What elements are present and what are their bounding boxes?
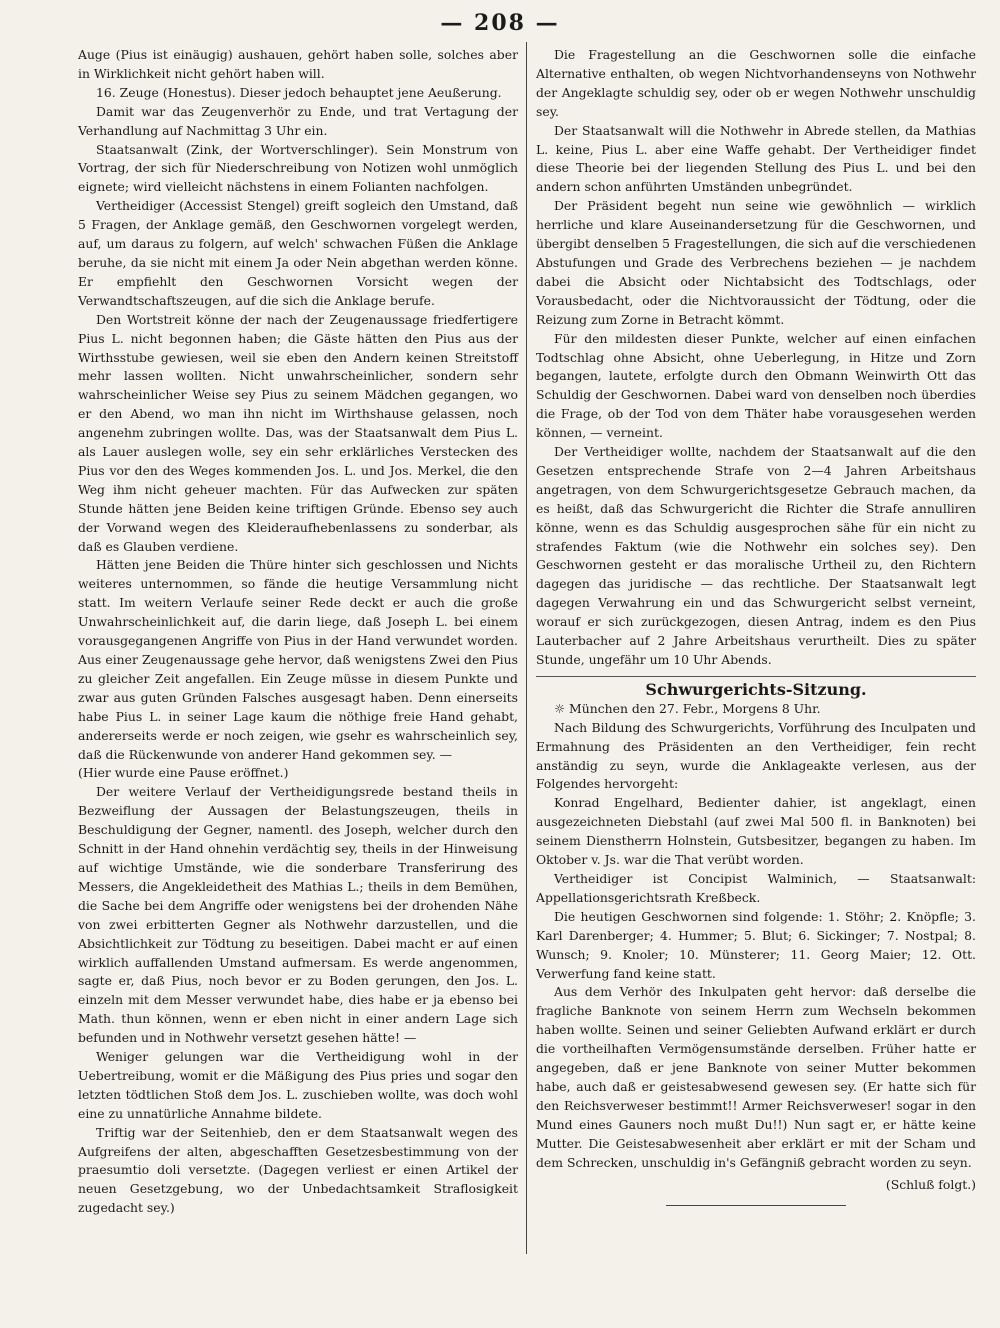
page-number: — 208 —	[440, 10, 560, 36]
paragraph: Triftig war der Seitenhieb, den er dem Staatsanwalt wegen des Aufgreifens der alten, abgeschafften Gesetzesbestimmung von der praesumtio doli versetzte. (Dagegen verliest er einen Artikel der neuen Gesetzgebung, wo der Unbedachtsamkeit Straflosigkeit zugedacht sey.)	[78, 1124, 518, 1216]
paragraph: 16. Zeuge (Honestus). Dieser jedoch behauptet jene Aeußerung.	[96, 84, 502, 100]
section-title: Schwurgerichts-Sitzung.	[645, 679, 867, 699]
paragraph: Hätten jene Beiden die Thüre hinter sich geschlossen und Nichts weiteres unternommen, so fände die heutige Versammlung nicht statt. Im weitern Verlaufe seiner Rede deckt er auch die große Unwahrscheinlichkeit auf, die darin liege, daß Joseph L. bei einem vorausgegangenen Angriffe von Pius in der Hand verwundet worden. Aus einer Zeugenaussage gehe hervor, daß wenigstens Zwei den Pius zu gleicher Zeit angefallen. Ein Zeuge müsse in diesem Punkte und zwar aus guten Gründen Falsches ausgesagt haben. Denn einerseits habe Pius L. in seiner Lage kaum die nöthige freie Hand gehabt, andererseits werde er noch zeigen, wie gsehr es wahrscheinlich sey, daß die Rückenwunde von anderer Hand gekommen sey. —	[78, 557, 518, 762]
end-rule	[666, 1205, 846, 1206]
paragraph: Vertheidiger ist Concipist Walminich, — Staatsanwalt: Appellationsgerichtsrath Kreßbeck.	[536, 870, 976, 905]
paragraph: Die Fragestellung an die Geschwornen solle die einfache Alternative enthalten, ob wegen Nichtvorhandenseyns von Nothwehr der Angeklagte schuldig sey, oder ob er wegen Nothwehr unschuldig sey.	[536, 47, 976, 119]
paragraph: Der Präsident begeht nun seine wie gewöhnlich — wirklich herrliche und klare Auseinandersetzung für die Geschwornen, und übergibt denselben 5 Fragestellungen, die sich auf die verschiedenen Abstufungen und Grade des Verbrechens beziehen — je nachdem dabei die Absicht oder Nichtabsicht des Todtschlags, oder Vorausbedacht, oder die Nichtvoraussicht der Tödtung, oder die Reizung zum Zorne in Betracht kömmt.	[536, 198, 976, 327]
right-column	[536, 46, 976, 1206]
paragraph: Konrad Engelhard, Bedienter dahier, ist angeklagt, einen ausgezeichneten Diebstahl (auf zwei Mal 500 fl. in Banknoten) bei seinem Dienstherrn Holnstein, Gutsbesitzer, begangen zu haben. Im Oktober v. Js. war die That verübt worden.	[536, 795, 976, 868]
paragraph: Aus dem Verhör des Inkulpaten geht hervor: daß derselbe die fragliche Banknote von seinem Herrn zum Wechseln bekommen haben wollte. Seinen und seiner Geliebten Aufwand erklärt er durch die vortheilhaften Vermögensumstände derselben. Früher hatte er angegeben, daß er jene Banknote von seiner Mutter bekommen habe, auch daß er geistesabwesend gewesen sey. (Er hatte sich für den Reichsverweser bestimmt!! Armer Reichsverweser! sogar in den Mund eines Gauners noch mußt Du!!) Nun sagt er, er hätte keine Mutter. Die Geistesabwesenheit aber erklärt er mit der Scham und dem Schrecken, unschuldig in's Gefängniß gebracht worden zu seyn.	[536, 984, 976, 1170]
paragraph: Nach Bildung des Schwurgerichts, Vorführung des Inculpaten und Ermahnung des Präsidenten an den Vertheidiger, fein recht anständig zu seyn, wurde die Anklageakte verlesen, aus der Folgendes hervorgeht:	[536, 719, 976, 792]
paragraph: Für den mildesten dieser Punkte, welcher auf einen einfachen Todtschlag ohne Absicht, ohne Ueberlegung, in Hitze und Zorn begangen, lautete, erfolgte durch den Obmann Weinwirth Ott das Schuldig der Geschwornen. Dabei ward von denselben noch überdies die Frage, ob der Tod von dem Thäter habe vorausgesehen werden können, — verneint.	[536, 330, 976, 441]
paragraph: Die heutigen Geschwornen sind folgende: 1. Stöhr; 2. Knöpfle; 3. Karl Darenberger; 4. Hummer; 5. Blut; 6. Sickinger; 7. Nostpal; 8. Wunsch; 9. Knoler; 10. Münsterer; 11. Georg Maier; 12. Ott. Verwerfung fand keine statt.	[536, 908, 976, 981]
paragraph: (Hier wurde eine Pause eröffnet.)	[78, 765, 289, 781]
continued-note: (Schluß folgt.)	[885, 1177, 976, 1193]
paragraph: Der weitere Verlauf der Vertheidigungsrede bestand theils in Bezweiflung der Aussagen der Belastungszeugen, theils in Beschuldigung der Gegner, namentl. des Joseph, welcher durch den Schnitt in der Hand ohnehin verdächtig sey, theils in der Hinweisung auf wichtige Umstände, wie die sonderbare Transferirung des Messers, die Angekleidetheit des Mathias L.; theils in dem Bemühen, die Sache bei dem Angriffe oder wenigstens bei der drohenden Nähe von zwei erbitterten Gegner als Nothwehr darzustellen, und die Absichtlichkeit zur Tödtung zu beseitigen. Dabei macht er auf einen wirklich auffallenden Umstand aufmersam. Es werde angenommen, sagte er, daß Pius, noch bevor er zu Boden gerungen, den Jos. L. einzeln mit dem Messer verwundet habe, dies habe er ja ebenso bei Math. thun können, wenn er eben nicht in einer andern Lage sich befunden und in Nothwehr versetzt gesehen hätte! —	[78, 784, 518, 1046]
paragraph: Vertheidiger (Accessist Stengel) greift sogleich den Umstand, daß 5 Fragen, der Anklage gemäß, den Geschwornen vorgelegt werden, auf, um daraus zu folgern, auf welch' schwachen Füßen die Anklage beruhe, da sie nicht mit einem Ja oder Nein abgethan werden könne. Er empfiehlt den Geschwornen Vorsicht wegen der Verwandtschaftszeugen, auf die sich die Anklage berufe.	[78, 198, 518, 308]
paragraph: Der Staatsanwalt will die Nothwehr in Abrede stellen, da Mathias L. keine, Pius L. aber eine Waffe gehabt. Der Vertheidiger findet diese Theorie bei der liegenden Stellung des Pius L. und bei den andern schon anführten Umständen unbegründet.	[536, 122, 976, 195]
paragraph: ☼ München den 27. Febr., Morgens 8 Uhr.	[554, 700, 821, 716]
paragraph: Weniger gelungen war die Vertheidigung wohl in der Uebertreibung, womit er die Mäßigung des Pius pries und sogar den letzten tödtlichen Stoß dem Jos. L. zuschieben wollte, was doch wohl eine zu unnatürliche Annahme bildete.	[78, 1049, 518, 1121]
paragraph: Damit war das Zeugenverhör zu Ende, und trat Vertagung der Verhandlung auf Nachmittag 3 Uhr ein.	[78, 103, 518, 138]
section-separator	[536, 676, 976, 677]
paragraph: Staatsanwalt (Zink, der Wortverschlinger). Sein Monstrum von Vortrag, der sich für Niederschreibung von Notizen wohl unmöglich eignete; wird vielleicht nächstens in einem Folianten nachfolgen.	[78, 141, 518, 195]
paragraph: Auge (Pius ist einäugig) aushauen, gehört haben solle, solches aber in Wirklichkeit nicht gehört haben will.	[78, 47, 518, 81]
paragraph: Den Wortstreit könne der nach der Zeugenaussage friedfertigere Pius L. nicht begonnen haben; die Gäste hätten den Pius aus der Wirthsstube gewiesen, weil sie eben den Andern keinen Streitstoff mehr lassen wollten. Nicht unwahrscheinlicher, sondern sehr wahrscheinlicher Weise sey Pius zu seinem Mädchen gegangen, wo er den Abend, wo man ihn nicht im Wirthshause gelassen, noch angenehm zubringen wollte. Das, was der Staatsanwalt dem Pius L. als Lauer auslegen wolle, sey ein sehr erklärliches Verstecken des Pius vor den des Weges kommenden Jos. L. und Jos. Merkel, die den Weg ihm nicht geheuer machten. Für das Aufwecken zur späten Stunde hätten jene Beiden keine triftigen Gründe. Ebenso sey auch der Vorwand wegen des Kleideraufhebenlassens zu sonderbar, als daß es Glauben verdiene.	[78, 311, 518, 554]
paragraph: Der Vertheidiger wollte, nachdem der Staatsanwalt auf die den Gesetzen entsprechende Strafe von 2—4 Jahren Arbeitshaus angetragen, von dem Schwurgerichtsgesetze Gebrauch machen, da es heißt, daß das Schwurgericht die Richter die Strafe annulliren könne, wenn es das Schuldig ausgesprochen sähe für ein nicht zu strafendes Faktum (wie die Nothwehr ein solches sey). Den Geschwornen gesteht er das moralische Urtheil zu, den Richtern dagegen das juridische — das rechtliche. Der Staatsanwalt legt dagegen Verwahrung ein und das Schwurgericht selbst verneint, worauf er sich zurückgezogen, diesen Antrag, indem es den Pius Lauterbacher auf 2 Jahre Arbeitshaus verurtheilt. Dies zu später Stunde, ungefähr um 10 Uhr Abends.	[536, 444, 976, 667]
column-divider	[526, 42, 527, 1254]
left-column	[78, 46, 518, 1218]
